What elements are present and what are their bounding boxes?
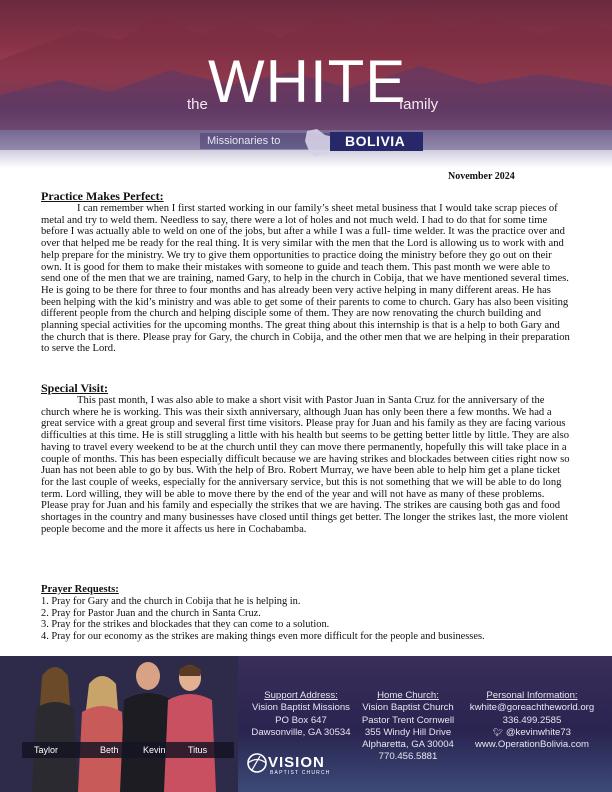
support-address-line: PO Box 647: [275, 714, 327, 726]
newsletter-header: [0, 0, 612, 168]
home-church-line: Alpharetta, GA 30004: [362, 739, 454, 751]
family-photo: [0, 656, 238, 792]
prayer-requests-list: [41, 596, 581, 642]
section-text-visit: [41, 395, 571, 535]
prayer-item: 2. Pray for Pastor Juan and the church in Santa Cruz.: [41, 607, 261, 619]
section-heading-visit: Special Visit:: [41, 381, 109, 395]
home-church-line: Vision Baptist Church: [362, 702, 454, 714]
home-church-line: 770.456.5881: [378, 751, 438, 763]
twitter-icon: 🐦︎: [492, 727, 504, 737]
prayer-item: 3. Pray for the strikes and blockades that they can come to a solution.: [41, 619, 330, 631]
vision-globe-icon: [246, 752, 268, 774]
support-address-line: Dawsonville, GA 30534: [251, 726, 351, 738]
home-church-heading: Home Church:: [377, 690, 439, 701]
newsletter-footer: [0, 656, 612, 792]
prayer-item: 1. Pray for Gary and the church in Cobija that he is helping in.: [41, 596, 301, 607]
newsletter-date: November 2024: [448, 171, 515, 182]
vision-logo-subtext: BAPTIST CHURCH: [270, 770, 331, 776]
section-text-practice: [41, 203, 571, 355]
family-title: WHITE: [208, 48, 407, 115]
prayer-requests-title: Prayer Requests:: [41, 584, 119, 595]
personal-information-heading: Personal Information:: [486, 690, 578, 701]
twitter-handle-text: @kevinwhite73: [505, 726, 572, 738]
support-address: [245, 690, 357, 739]
home-church-line: 355 Windy Hill Drive: [364, 726, 452, 738]
twitter-handle[interactable]: [460, 727, 604, 739]
home-church-line: Pastor Trent Cornwell: [361, 714, 455, 726]
email-link[interactable]: kwhite@goreachtheworld.org: [469, 702, 595, 714]
home-church: [352, 690, 464, 764]
family-photo-illustration: [0, 656, 238, 792]
title-prefix: the: [187, 96, 208, 113]
prayer-item: 4. Pray for our economy as the strikes are making things even more difficult for the people and businesses.: [41, 630, 485, 642]
personal-information: [460, 690, 604, 751]
website-link[interactable]: www.OperationBolivia.com: [474, 739, 590, 751]
support-address-line: Vision Baptist Missions: [252, 702, 350, 714]
family-member-name: Titus: [188, 745, 208, 755]
vision-logo-text: VISION: [268, 754, 325, 771]
section-text-visit-content: This past month, I was also able to make a short visit with Pastor Juan in Santa Cruz for the anniversary of the church where he is working. This was their sixth anniversary, although Juan has only been there a few months. We had a great service with a great group and several first time visitors. Please pray for Juan and his family as they are facing various difficulties at this time. He is still struggling a little with his health but seems to be getting better little by little. They are also having to travel every weekend to be at the church until they can move there permanently, hopefully this will take place in a couple of months. This has been especially difficult because we are having strikes and blockades between cities right now so Juan has not been able to go by bus. With the help of Bro. Robert Murray, we have been able to help him get a plane ticket for the last couple of weeks, especially for the anniversary service, but this is not something that we will be able to do long term. Lord willing, they will be able to move there by the end of the year and will not have as many of these problems. Please pray for Juan and his family and especially the strikes that we are having. The strikes are causing both gas and food shortages in the country and many businesses have closed until things get better. The longer the strikes last, the more violent people become and the more it affects us here in Cochabamba.: [41, 395, 570, 535]
support-address-heading: Support Address:: [264, 690, 338, 701]
phone-number: 336.499.2585: [502, 714, 562, 726]
title-suffix: family: [399, 96, 439, 113]
family-member-name: Kevin: [143, 745, 166, 755]
missionaries-label: Missionaries to: [207, 135, 281, 147]
section-text-practice-content: I can remember when I first started working in our family’s sheet metal business that I would take scrap pieces of metal and try to weld them. Needless to say, there were a lot of holes and not much weld. I had to do that for some time before I was actually able to weld on one of the jobs, but after a while I was a full- time welder. It was the practice over and over that helped me be ready for the real thing. It is very similar with the men that the Lord is allowing us to work with and help prepare for the ministry. We try to give them opportunities to practice doing the ministry before they go out on their own. It is good for them to make their mistakes with someone to guide and teach them. This past month we were able to send one of the men that we are training, named Gary, to help in the church in Cobija, that we have mentioned several times. He is going to be there for three to four months and has already been very active helping in many different areas. He has been helping with the kid’s ministry and was able to get some of their parents to come to church. Gary has also been visiting different people from the church and helping disciple some of them. They are now renovating the church building and planning special activities for the upcoming months. The great thing about this internship is that is a help to both Gary and the church that is there. Please pray for Gary, the church in Cobija, and the other men that we are helping in their preparation to serve the Lord.: [41, 203, 570, 355]
section-heading-practice: Practice Makes Perfect:: [41, 189, 164, 203]
family-member-name: Beth: [100, 745, 119, 755]
country-name: BOLIVIA: [345, 133, 406, 149]
family-member-name: Taylor: [34, 745, 59, 755]
